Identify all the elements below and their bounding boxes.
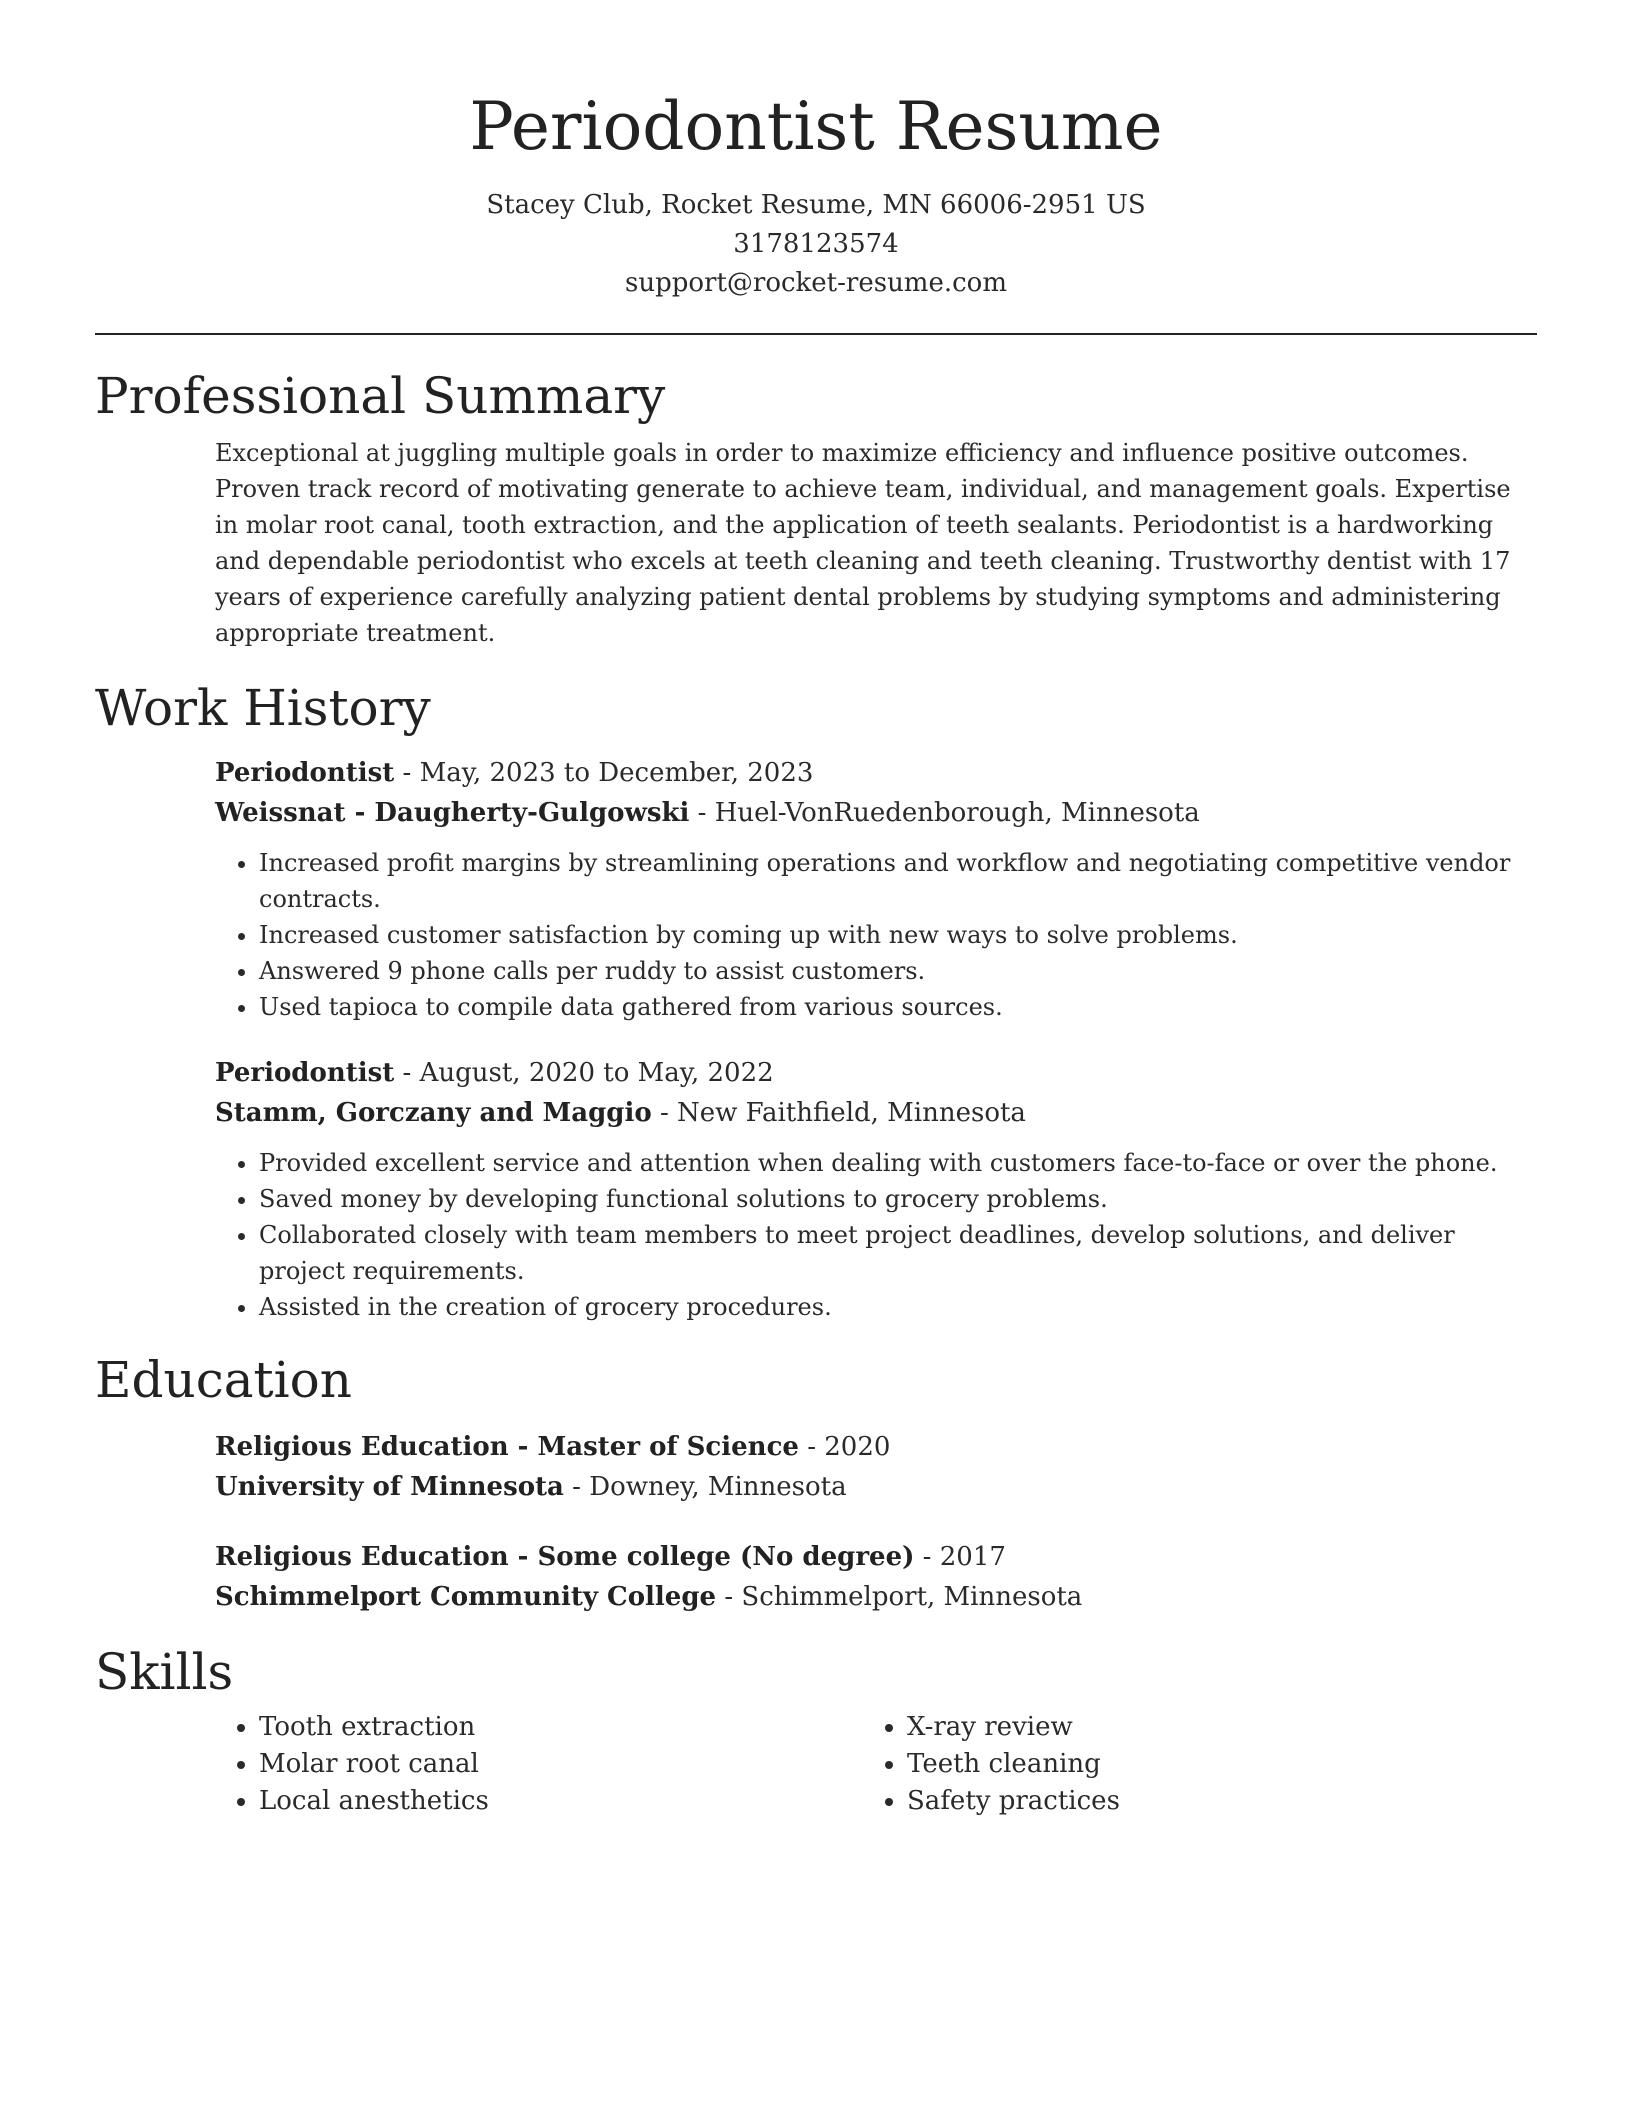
job-location: - New Faithfield, Minnesota bbox=[651, 1098, 1026, 1128]
list-item: • Collaborated closely with team members to meet project deadlines, develop solutions, and deliver project requirements. bbox=[259, 1217, 1537, 1289]
list-item: • Used tapioca to compile data gathered from various sources. bbox=[259, 989, 1537, 1025]
education-location: - Downey, Minnesota bbox=[563, 1472, 847, 1502]
work-history-heading: Work History bbox=[95, 679, 431, 737]
skill-item: • Teeth cleaning bbox=[907, 1746, 1511, 1783]
resume-title: Periodontist Resume bbox=[469, 88, 1163, 165]
list-item: • Increased customer satisfaction by coming up with new ways to solve problems. bbox=[259, 917, 1537, 953]
job-title-line bbox=[215, 753, 1537, 793]
job-entry bbox=[95, 1053, 1537, 1325]
education-entry bbox=[95, 1427, 1537, 1507]
list-item: • Increased profit margins by streamlining operations and workflow and negotiating competitive vendor contracts. bbox=[259, 845, 1537, 917]
skills-heading: Skills bbox=[95, 1643, 234, 1701]
contact-block bbox=[95, 186, 1537, 303]
skill-item: • Local anesthetics bbox=[259, 1783, 863, 1820]
summary-text: Exceptional at juggling multiple goals in order to maximize efficiency and influence positive outcomes. Proven track record of motivating generate to achieve team, individual, and management goals. Expertise in molar root canal, tooth extraction, and the application of teeth sealants. Periodontist is a hardworking and dependable periodontist who excels at teeth cleaning and teeth cleaning. Trustworthy dentist with 17 years of experience carefully analyzing patient dental problems by studying symptoms and administering appropriate treatment. bbox=[215, 439, 1511, 647]
job-title-line bbox=[215, 1053, 1537, 1093]
job-entry bbox=[95, 753, 1537, 1025]
job-company: Stamm, Gorczany and Maggio bbox=[215, 1098, 652, 1128]
list-item: • Saved money by developing functional solutions to grocery problems. bbox=[259, 1181, 1537, 1217]
skills-columns bbox=[95, 1709, 1537, 1820]
job-dates: - May, 2023 to December, 2023 bbox=[394, 758, 814, 788]
skill-item: • X-ray review bbox=[907, 1709, 1511, 1746]
contact-address: Stacey Club, Rocket Resume, MN 66006-2951 US bbox=[486, 190, 1146, 220]
contact-email: support@rocket-resume.com bbox=[624, 268, 1007, 298]
list-item: • Answered 9 phone calls per ruddy to assist customers. bbox=[259, 953, 1537, 989]
skills-section bbox=[95, 1639, 1537, 1820]
skill-item: • Tooth extraction bbox=[259, 1709, 863, 1746]
skill-item: • Safety practices bbox=[907, 1783, 1511, 1820]
list-item: • Assisted in the creation of grocery procedures. bbox=[259, 1289, 1537, 1325]
work-history-section bbox=[95, 675, 1537, 1325]
job-company: Weissnat - Daugherty-Gulgowski bbox=[215, 798, 690, 828]
education-school-line bbox=[215, 1577, 1537, 1617]
education-year: - 2017 bbox=[914, 1542, 1006, 1572]
skills-list-left bbox=[215, 1709, 863, 1820]
education-heading: Education bbox=[95, 1351, 352, 1409]
education-degree: Religious Education - Master of Science bbox=[215, 1432, 799, 1462]
education-school: Schimmelport Community College bbox=[215, 1582, 717, 1612]
job-bullets bbox=[215, 1145, 1537, 1325]
contact-phone: 3178123574 bbox=[733, 229, 899, 259]
education-section bbox=[95, 1347, 1537, 1617]
education-location: - Schimmelport, Minnesota bbox=[716, 1582, 1083, 1612]
list-item: • Provided excellent service and attention when dealing with customers face-to-face or over the phone. bbox=[259, 1145, 1537, 1181]
education-year: - 2020 bbox=[798, 1432, 891, 1462]
education-entry bbox=[95, 1537, 1537, 1617]
job-role: Periodontist bbox=[215, 1058, 395, 1088]
job-location: - Huel-VonRuedenborough, Minnesota bbox=[689, 798, 1200, 828]
job-dates: - August, 2020 to May, 2022 bbox=[394, 1058, 774, 1088]
education-school-line bbox=[215, 1467, 1537, 1507]
education-degree-line bbox=[215, 1427, 1537, 1467]
education-degree-line bbox=[215, 1537, 1537, 1577]
job-role: Periodontist bbox=[215, 758, 395, 788]
job-company-line bbox=[215, 793, 1537, 833]
education-school: University of Minnesota bbox=[215, 1472, 564, 1502]
job-bullets bbox=[215, 845, 1537, 1025]
skills-list-right bbox=[863, 1709, 1511, 1820]
education-degree: Religious Education - Some college (No degree) bbox=[215, 1542, 915, 1572]
summary-section bbox=[95, 363, 1537, 651]
job-company-line bbox=[215, 1093, 1537, 1133]
header-divider bbox=[95, 333, 1537, 335]
summary-heading: Professional Summary bbox=[95, 367, 666, 425]
skill-item: • Molar root canal bbox=[259, 1746, 863, 1783]
resume-header bbox=[95, 0, 1537, 303]
